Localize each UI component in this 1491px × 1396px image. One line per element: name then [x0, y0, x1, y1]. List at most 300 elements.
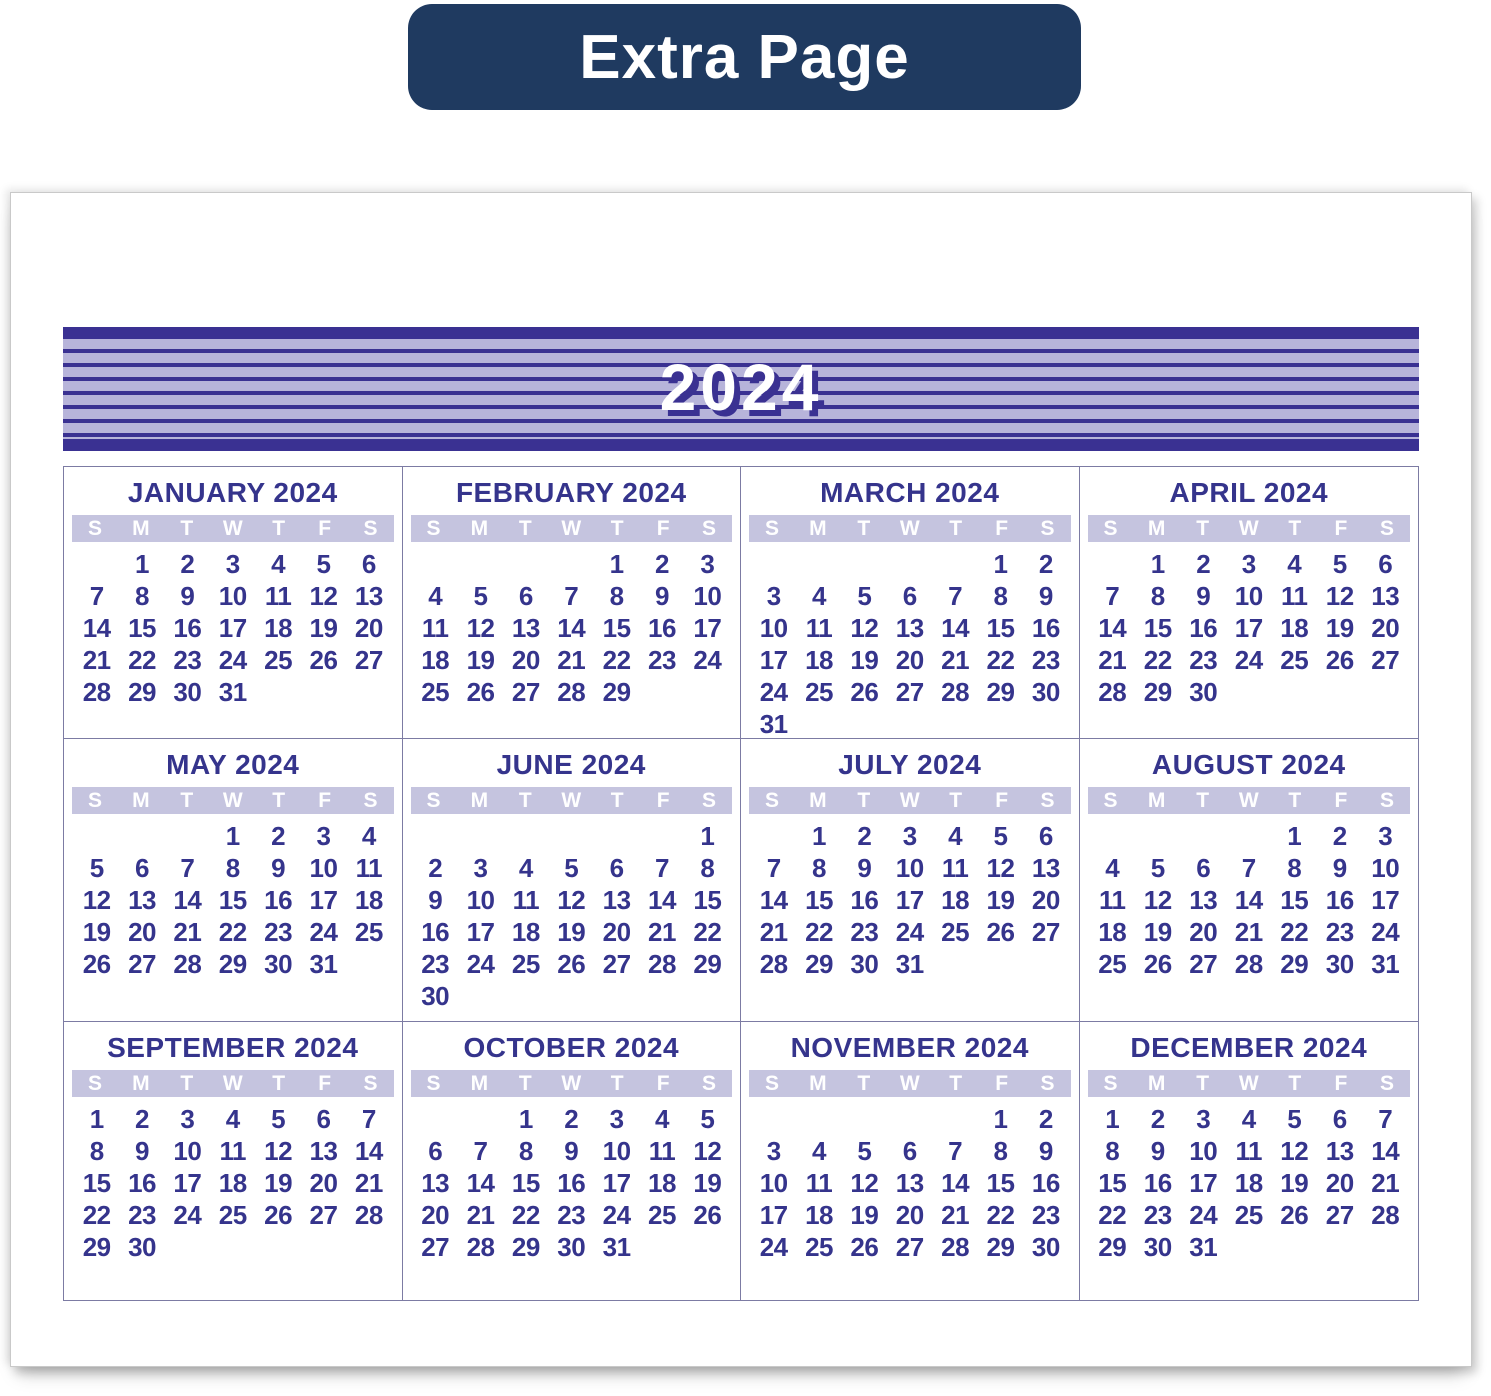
date-cell: 19	[264, 1168, 293, 1198]
date-cell: 5	[1150, 853, 1165, 883]
date-cell	[1135, 820, 1181, 852]
date-cell: 23	[1031, 645, 1060, 675]
date-cell	[751, 1103, 796, 1135]
date-cell: 17	[173, 1168, 202, 1198]
date-cell	[549, 820, 594, 852]
date-cell: 19	[309, 613, 338, 643]
date-cell	[932, 948, 977, 980]
date-cell: 9	[180, 581, 195, 611]
date-cell: 30	[1031, 677, 1060, 707]
date-cell: 7	[180, 853, 195, 883]
dates-grid	[64, 818, 402, 980]
date-cell	[932, 548, 977, 580]
date-cell: 15	[1098, 1168, 1127, 1198]
date-cell	[796, 1103, 841, 1135]
day-header-cell: S	[363, 516, 378, 540]
date-cell: 6	[1038, 821, 1053, 851]
date-cell: 8	[993, 1136, 1008, 1166]
date-cell: 17	[466, 917, 495, 947]
date-cell: 22	[511, 1200, 540, 1230]
date-cell: 4	[1105, 853, 1120, 883]
day-header-cell: W	[1238, 788, 1259, 812]
date-cell: 22	[805, 917, 833, 947]
date-cell: 11	[1281, 581, 1308, 611]
day-header-cell: T	[518, 788, 532, 812]
date-cell: 11	[512, 885, 540, 915]
day-header-cell: T	[1288, 788, 1302, 812]
date-cell: 25	[421, 677, 450, 707]
date-cell: 7	[948, 1136, 963, 1166]
date-cell: 15	[805, 885, 833, 915]
date-cell: 17	[895, 885, 924, 915]
date-cell: 5	[1332, 549, 1347, 579]
date-cell: 24	[1234, 645, 1263, 675]
date-cell: 10	[1371, 853, 1400, 883]
date-cell	[842, 548, 887, 580]
date-cell: 10	[602, 1136, 631, 1166]
date-cell: 25	[805, 677, 833, 707]
date-cell: 21	[466, 1200, 495, 1230]
date-cell: 3	[180, 1104, 195, 1134]
date-cell	[255, 676, 300, 708]
date-cell: 14	[759, 885, 788, 915]
date-cell: 1	[609, 549, 624, 579]
day-header-cell: W	[1238, 1071, 1259, 1095]
date-cell: 18	[941, 885, 970, 915]
date-cell	[549, 548, 594, 580]
date-cell: 24	[895, 917, 924, 947]
date-cell: 15	[693, 885, 722, 915]
date-cell: 4	[948, 821, 963, 851]
date-cell	[1090, 548, 1136, 580]
date-cell: 22	[602, 645, 631, 675]
day-header-cell: S	[87, 788, 102, 812]
date-cell: 8	[700, 853, 715, 883]
date-cell: 23	[128, 1200, 156, 1230]
day-header-cell: S	[363, 1071, 378, 1095]
day-header-cell: M	[470, 1071, 489, 1095]
dates-grid	[64, 1101, 402, 1263]
year-label: 2024	[659, 350, 823, 424]
date-cell: 4	[271, 549, 286, 579]
date-cell	[301, 1231, 346, 1263]
date-cell	[751, 820, 796, 852]
date-cell: 2	[1332, 821, 1347, 851]
date-cell	[346, 676, 391, 708]
date-cell: 3	[1378, 821, 1393, 851]
date-cell: 8	[225, 853, 240, 883]
day-header-cell: M	[1147, 788, 1166, 812]
date-cell: 22	[1280, 917, 1309, 947]
date-cell: 25	[511, 949, 540, 979]
date-cell	[1363, 676, 1409, 708]
date-cell: 21	[1234, 917, 1263, 947]
date-cell: 16	[1031, 1168, 1060, 1198]
date-cell	[639, 980, 684, 1012]
date-cell: 9	[1038, 581, 1053, 611]
day-header-cell: S	[1103, 788, 1118, 812]
dates-grid	[403, 1101, 741, 1263]
date-cell: 28	[466, 1232, 495, 1262]
date-cell: 17	[693, 613, 722, 643]
date-cell: 20	[1031, 885, 1060, 915]
date-cell: 22	[1143, 645, 1172, 675]
date-cell: 23	[421, 949, 450, 979]
date-cell: 2	[135, 1104, 149, 1134]
date-cell: 25	[1098, 949, 1127, 979]
date-cell: 27	[1031, 917, 1060, 947]
date-cell: 13	[895, 613, 924, 643]
date-cell: 2	[1038, 549, 1053, 579]
date-cell: 14	[466, 1168, 495, 1198]
date-cell	[503, 548, 548, 580]
date-cell: 22	[986, 1200, 1015, 1230]
date-cell: 15	[1280, 885, 1309, 915]
date-cell: 1	[700, 821, 715, 851]
month-cell	[1080, 467, 1419, 739]
date-cell: 15	[602, 613, 631, 643]
date-cell	[458, 548, 503, 580]
date-cell: 18	[1234, 1168, 1263, 1198]
date-cell: 19	[1325, 613, 1354, 643]
date-cell: 11	[264, 581, 292, 611]
date-cell: 28	[648, 949, 676, 979]
date-cell: 28	[941, 677, 970, 707]
date-cell	[1317, 676, 1363, 708]
date-cell: 26	[1280, 1200, 1309, 1230]
date-cell: 26	[309, 645, 338, 675]
date-cell	[685, 1231, 730, 1263]
date-cell: 31	[895, 949, 924, 979]
date-cell: 8	[993, 581, 1008, 611]
date-cell: 5	[1287, 1104, 1302, 1134]
day-header-cell: M	[470, 788, 489, 812]
day-header-cell: S	[1103, 516, 1118, 540]
date-cell: 29	[1098, 1232, 1127, 1262]
date-cell: 12	[264, 1136, 293, 1166]
month-title: DECEMBER 2024	[1130, 1032, 1368, 1063]
dates-grid	[741, 818, 1079, 980]
date-cell: 11	[355, 853, 383, 883]
date-cell: 16	[1189, 613, 1218, 643]
months-grid	[63, 466, 1419, 1301]
date-cell: 20	[602, 917, 631, 947]
date-cell: 30	[421, 981, 450, 1011]
date-cell: 7	[1378, 1104, 1393, 1134]
date-cell: 30	[1325, 949, 1354, 979]
day-header-cell: T	[272, 1071, 286, 1095]
date-cell: 6	[361, 549, 376, 579]
day-header-cell: M	[132, 516, 150, 540]
date-cell: 17	[759, 1200, 788, 1230]
date-cell	[932, 708, 977, 739]
date-cell: 2	[271, 821, 286, 851]
day-header-cell: M	[1147, 516, 1166, 540]
date-cell	[413, 1103, 458, 1135]
day-header-cell: F	[656, 788, 670, 812]
date-cell: 30	[173, 677, 202, 707]
date-cell: 18	[511, 917, 540, 947]
day-header-cell: M	[809, 516, 827, 540]
date-cell: 28	[1371, 1200, 1400, 1230]
date-cell: 26	[1325, 645, 1354, 675]
date-cell: 18	[218, 1168, 247, 1198]
date-cell	[1226, 820, 1272, 852]
date-cell	[1317, 1231, 1363, 1263]
date-cell: 12	[466, 613, 495, 643]
date-cell: 20	[421, 1200, 450, 1230]
month-title: MARCH 2024	[820, 477, 1000, 508]
date-cell: 12	[693, 1136, 722, 1166]
date-cell: 9	[428, 885, 443, 915]
date-cell: 29	[82, 1232, 111, 1262]
date-cell	[1181, 820, 1227, 852]
month-cell	[741, 739, 1080, 1022]
date-cell	[842, 708, 887, 739]
date-cell: 10	[309, 853, 338, 883]
date-cell: 29	[218, 949, 247, 979]
dates-grid	[403, 546, 741, 708]
date-cell: 8	[1150, 581, 1165, 611]
date-cell: 17	[1189, 1168, 1218, 1198]
day-header-cell: T	[180, 516, 194, 540]
date-cell: 16	[264, 885, 293, 915]
calendar-page	[10, 192, 1472, 1367]
date-cell: 6	[1332, 1104, 1347, 1134]
day-header-cell: S	[1379, 1071, 1394, 1095]
month-cell	[403, 467, 742, 739]
date-cell: 31	[759, 709, 788, 739]
date-cell: 29	[1280, 949, 1309, 979]
date-cell: 19	[1143, 917, 1172, 947]
date-cell: 12	[986, 853, 1015, 883]
date-cell: 21	[1371, 1168, 1400, 1198]
date-cell: 29	[511, 1232, 540, 1262]
date-cell: 29	[602, 677, 631, 707]
day-header-cell: F	[1334, 516, 1348, 540]
date-cell	[639, 676, 684, 708]
day-header-cell: M	[132, 1071, 150, 1095]
day-header-cell: S	[426, 516, 441, 540]
day-header-cell: T	[272, 516, 286, 540]
date-cell: 15	[986, 1168, 1015, 1198]
date-cell: 13	[511, 613, 540, 643]
date-cell: 14	[82, 613, 111, 643]
date-cell: 15	[82, 1168, 111, 1198]
date-cell: 2	[654, 549, 669, 579]
date-cell: 3	[609, 1104, 624, 1134]
date-cell: 4	[361, 821, 376, 851]
date-cell	[549, 980, 594, 1012]
date-cell: 6	[428, 1136, 443, 1166]
day-header-row	[411, 787, 733, 814]
date-cell: 12	[82, 885, 111, 915]
date-cell: 23	[264, 917, 293, 947]
date-cell: 28	[557, 677, 586, 707]
date-cell: 11	[1099, 885, 1126, 915]
date-cell: 27	[1189, 949, 1218, 979]
day-header-cell: T	[180, 1071, 194, 1095]
date-cell: 29	[693, 949, 722, 979]
date-cell: 7	[766, 853, 781, 883]
date-cell: 19	[693, 1168, 722, 1198]
date-cell: 4	[812, 581, 826, 611]
month-cell	[64, 467, 403, 739]
date-cell: 29	[986, 677, 1015, 707]
date-cell: 28	[1098, 677, 1127, 707]
day-header-cell: S	[702, 788, 717, 812]
date-cell: 17	[309, 885, 338, 915]
day-header-row	[1088, 1070, 1411, 1097]
date-cell: 4	[1287, 549, 1302, 579]
date-cell: 20	[354, 613, 383, 643]
date-cell: 26	[850, 677, 879, 707]
day-header-cell: S	[363, 788, 378, 812]
month-cell	[1080, 739, 1419, 1022]
date-cell	[1363, 1231, 1409, 1263]
date-cell: 26	[466, 677, 495, 707]
date-cell: 21	[82, 645, 111, 675]
month-title: FEBRUARY 2024	[455, 477, 687, 508]
date-cell: 19	[82, 917, 111, 947]
day-header-cell: M	[809, 1071, 827, 1095]
date-cell	[685, 676, 730, 708]
date-cell: 21	[1098, 645, 1127, 675]
day-header-cell: W	[561, 788, 582, 812]
date-cell: 30	[128, 1232, 156, 1262]
date-cell: 4	[1241, 1104, 1256, 1134]
date-cell	[1226, 676, 1272, 708]
date-cell: 6	[902, 1136, 917, 1166]
date-cell: 5	[857, 1136, 872, 1166]
date-cell: 1	[812, 821, 826, 851]
date-cell: 17	[1371, 885, 1400, 915]
date-cell: 1	[1150, 549, 1165, 579]
day-header-cell: F	[1334, 1071, 1348, 1095]
day-header-row	[411, 1070, 733, 1097]
date-cell: 23	[1189, 645, 1218, 675]
date-cell: 27	[309, 1200, 338, 1230]
date-cell: 22	[82, 1200, 111, 1230]
month-title: JANUARY 2024	[127, 477, 338, 508]
date-cell: 13	[895, 1168, 924, 1198]
month-cell	[403, 739, 742, 1022]
date-cell: 12	[557, 885, 586, 915]
date-cell: 31	[309, 949, 338, 979]
date-cell: 8	[812, 853, 826, 883]
date-cell: 19	[1280, 1168, 1309, 1198]
day-header-row	[749, 787, 1071, 814]
date-cell: 21	[557, 645, 586, 675]
date-cell: 19	[466, 645, 495, 675]
month-title: MAY 2024	[166, 749, 300, 780]
date-cell: 7	[1105, 581, 1120, 611]
date-cell: 13	[1031, 853, 1060, 883]
date-cell	[978, 948, 1023, 980]
date-cell: 27	[895, 1232, 924, 1262]
date-cell: 14	[1098, 613, 1127, 643]
day-header-row	[749, 515, 1071, 542]
date-cell: 27	[1371, 645, 1400, 675]
date-cell: 31	[1189, 1232, 1218, 1262]
date-cell	[74, 548, 119, 580]
date-cell: 25	[1234, 1200, 1263, 1230]
date-cell: 11	[941, 853, 969, 883]
date-cell: 28	[1234, 949, 1263, 979]
dates-grid	[403, 818, 741, 1012]
date-cell: 31	[218, 677, 247, 707]
day-header-cell: S	[1379, 788, 1394, 812]
day-header-cell: F	[995, 516, 1009, 540]
date-cell: 24	[759, 677, 788, 707]
day-header-cell: M	[1147, 1071, 1166, 1095]
day-header-cell: T	[1288, 1071, 1302, 1095]
date-cell: 13	[309, 1136, 338, 1166]
date-cell	[346, 1231, 391, 1263]
date-cell: 17	[759, 645, 788, 675]
date-cell: 2	[564, 1104, 579, 1134]
date-cell	[413, 820, 458, 852]
date-cell	[346, 948, 391, 980]
day-header-row	[749, 1070, 1071, 1097]
date-cell: 24	[1371, 917, 1400, 947]
date-cell: 13	[602, 885, 631, 915]
date-cell: 19	[850, 1200, 879, 1230]
date-cell: 18	[648, 1168, 676, 1198]
date-cell: 22	[693, 917, 722, 947]
extra-page-badge-label: Extra Page	[579, 22, 910, 92]
date-cell: 4	[225, 1104, 240, 1134]
date-cell	[413, 548, 458, 580]
date-cell: 2	[428, 853, 443, 883]
date-cell: 5	[857, 581, 872, 611]
date-cell: 15	[1143, 613, 1172, 643]
month-cell	[741, 1022, 1080, 1300]
dates-grid	[741, 546, 1079, 739]
date-cell: 13	[354, 581, 383, 611]
day-header-cell: S	[1103, 1071, 1118, 1095]
day-header-cell: S	[764, 788, 779, 812]
day-header-cell: T	[1196, 1071, 1210, 1095]
date-cell: 21	[941, 645, 970, 675]
date-cell: 2	[1038, 1104, 1053, 1134]
date-cell: 15	[128, 613, 156, 643]
date-cell: 23	[557, 1200, 586, 1230]
date-cell: 29	[128, 677, 156, 707]
day-header-cell: T	[949, 788, 963, 812]
date-cell: 5	[700, 1104, 715, 1134]
date-cell: 5	[564, 853, 579, 883]
date-cell: 3	[700, 549, 715, 579]
date-cell: 1	[993, 549, 1008, 579]
day-header-cell: S	[764, 516, 779, 540]
day-header-cell: W	[222, 1071, 243, 1095]
date-cell: 25	[1280, 645, 1309, 675]
month-title: OCTOBER 2024	[463, 1032, 680, 1063]
date-cell	[887, 548, 932, 580]
date-cell: 18	[1280, 613, 1309, 643]
date-cell	[639, 820, 684, 852]
date-cell: 7	[1241, 853, 1256, 883]
date-cell: 22	[986, 645, 1015, 675]
date-cell: 30	[1189, 677, 1218, 707]
date-cell: 19	[557, 917, 586, 947]
day-header-cell: T	[610, 516, 624, 540]
date-cell	[210, 1231, 255, 1263]
date-cell: 6	[902, 581, 917, 611]
date-cell: 20	[895, 1200, 924, 1230]
date-cell: 25	[218, 1200, 247, 1230]
